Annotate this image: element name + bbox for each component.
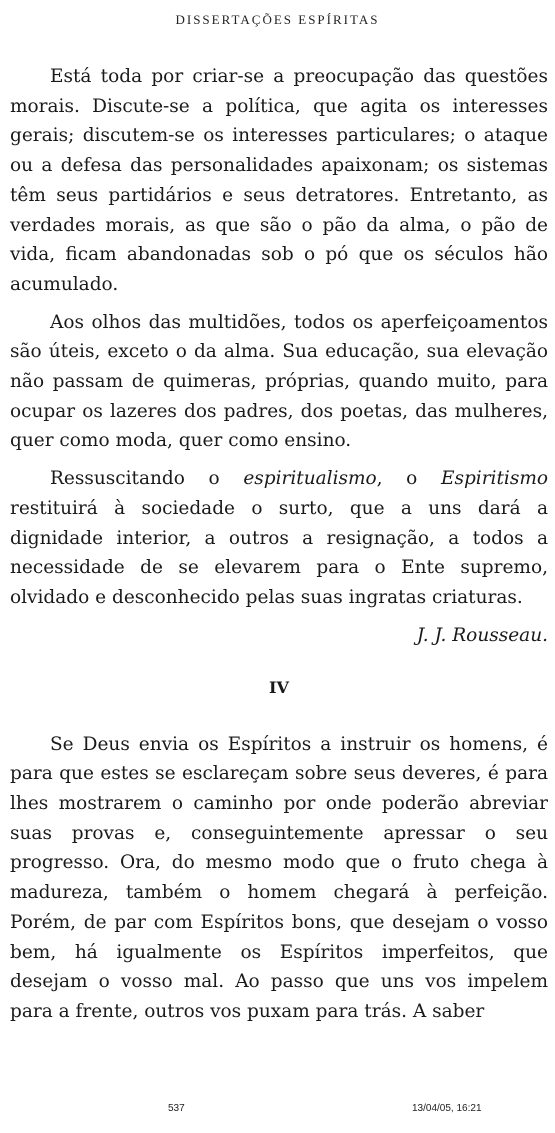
section-number: IV (269, 677, 289, 697)
author-signature: J. J. Rousseau. (416, 624, 548, 646)
emphasis-espiritismo: Espiritismo (440, 468, 548, 490)
paragraph-deus-envia: Se Deus envia os Espíritos a instruir os homens, é para que estes se esclareçam sobre seus deveres, é para lhes mostrarem o caminho por onde poderão abreviar suas provas e, conseguintemente apressar o seu progresso. Ora, do mesmo modo que o fruto chega à madureza, também o homem chegará à perfeição. Porém, de par com Espíritos bons, que desejam o vosso bem, há igualmente os Espíritos imperfeitos, que desejam o vosso mal. Ao passo que uns vos impelem para a frente, outros vos puxam para trás. A saber (10, 733, 548, 1022)
running-header: DISSERTAÇÕES ESPÍRITAS (175, 12, 380, 27)
page-body (10, 62, 548, 1027)
paragraph-olhos-multidoes: Aos olhos das multidões, todos os aperfeiçoamentos são úteis, exceto o da alma. Sua educação, sua elevação não passam de quimeras, próprias, quando muito, para ocupar os lazeres dos padres, dos poetas, das mulheres, quer como moda, quer como ensino. (10, 311, 548, 452)
paragraph-questoes-morais: Está toda por criar-se a preocupação das questões morais. Discute-se a política, que agita os interesses gerais; discutem-se os interesses particulares; o ataque ou a defesa das personalidades apaixonam; os sistemas têm seus partidários e seus detratores. Entretanto, as verdades morais, as que são o pão da alma, o pão de vida, ficam abandonadas sob o pó que os séculos hão acumulado. (10, 66, 548, 295)
text-segment: , o (376, 468, 441, 490)
text-segment: restituirá à sociedade o surto, que a uns dará a dignidade interior, a outros a resignação, a todos a necessidade de se elevarem para o Ente supremo, olvidado e desconhecido pelas suas ingratas criaturas. (10, 497, 548, 608)
text-segment: Ressuscitando o (50, 468, 244, 490)
paragraph-espiritismo (10, 464, 548, 613)
page-number: 537 (168, 1103, 185, 1114)
emphasis-espiritualismo: espiritualismo (243, 468, 377, 490)
print-timestamp: 13/04/05, 16:21 (412, 1103, 482, 1114)
